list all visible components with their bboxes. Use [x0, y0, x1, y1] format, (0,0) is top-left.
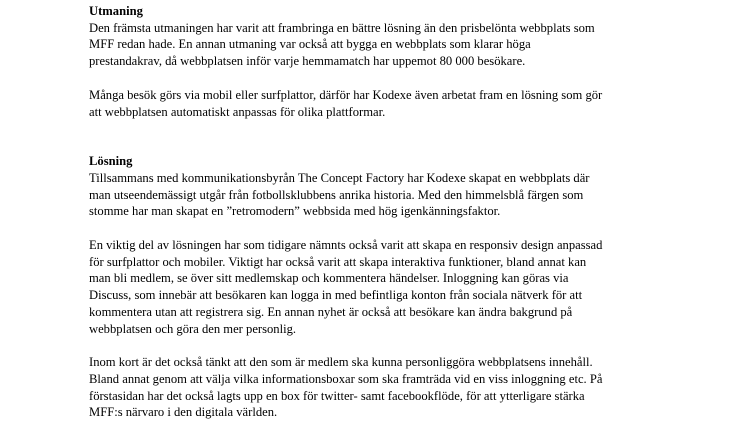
- paragraph-line: Inom kort är det också tänkt att den som är medlem ska kunna personliggöra webbplatsens innehåll.: [89, 355, 593, 370]
- section-utmaning: [89, 3, 729, 120]
- paragraph-line: Den främsta utmaningen har varit att frambringa en bättre lösning än den prisbelönta webbplats som: [89, 20, 595, 35]
- paragraph-line: man bli medlem, se över sitt medlemskap och kommentera händelser. Inloggning kan göras via: [89, 271, 569, 286]
- paragraph-line: MFF redan hade. En annan utmaning var också att bygga en webbplats som klarar höga: [89, 37, 531, 52]
- document-body: [89, 3, 729, 421]
- paragraph-line: stomme har man skapat en ”retromodern” webbsida med hög igenkänningsfaktor.: [89, 204, 501, 219]
- paragraph-line: webbplatsen och göra den mer personlig.: [89, 321, 297, 336]
- paragraph: [89, 170, 729, 220]
- section-heading: Lösning: [89, 154, 133, 169]
- paragraph-line: kommentera utan att registrera sig. En annan nyhet är också att besökare kan ändra bakgrund på: [89, 304, 573, 319]
- paragraph: [89, 20, 729, 70]
- paragraph-line: att webbplatsen automatiskt anpassas för olika plattformar.: [89, 104, 386, 119]
- paragraph-line: prestandakrav, då webbplatsen inför varje hemmamatch har uppemot 80 000 besökare.: [89, 54, 526, 69]
- paragraph: [89, 237, 729, 337]
- section-losning: [89, 153, 729, 421]
- paragraph-line: Tillsammans med kommunikationsbyrån The Concept Factory har Kodexe skapat en webbplats där: [89, 170, 590, 185]
- paragraph-line: Discuss, som innebär att besökaren kan logga in med befintliga konton från sociala nätverk för att: [89, 288, 583, 303]
- paragraph-line: man utseendemässigt utgår från fotbollsklubbens anrika historia. Med den himmelsblå färgen som: [89, 187, 584, 202]
- paragraph-line: förstasidan har det också lagts upp en box för twitter- samt facebookflöde, för att ytterligare stärka: [89, 388, 585, 403]
- paragraph: [89, 87, 729, 120]
- paragraph-line: Många besök görs via mobil eller surfplattor, därför har Kodexe även arbetat fram en lösning som gör: [89, 87, 603, 102]
- section-heading: Utmaning: [89, 4, 143, 18]
- paragraph-line: MFF:s närvaro i den digitala världen.: [89, 405, 278, 420]
- paragraph-line: för surfplattor och mobiler. Viktigt har också varit att skapa interaktiva funktioner, bland annat kan: [89, 254, 587, 269]
- paragraph: [89, 354, 729, 421]
- paragraph-line: En viktig del av lösningen har som tidigare nämnts också varit att skapa en responsiv design anpassad: [89, 238, 603, 253]
- paragraph-line: Bland annat genom att välja vilka informationsboxar som ska framträda vid en viss inloggning etc. På: [89, 371, 603, 386]
